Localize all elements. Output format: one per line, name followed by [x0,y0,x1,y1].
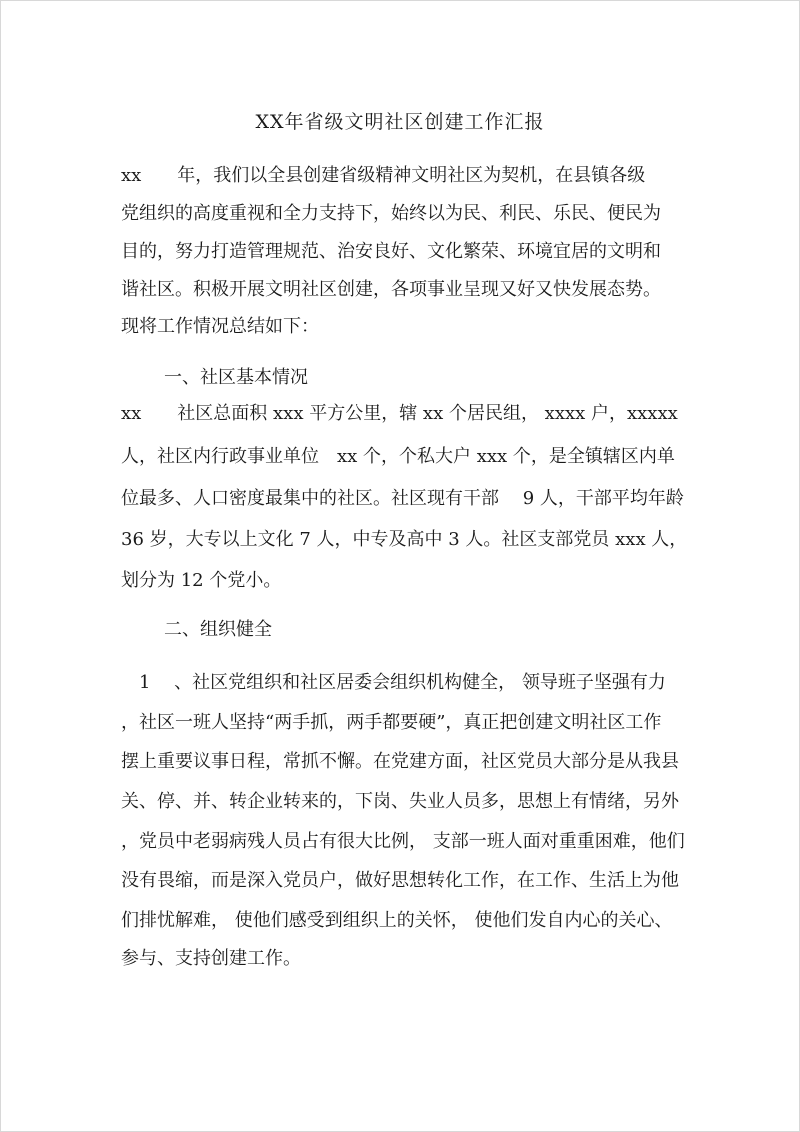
section2-line-5: ，党员中老弱病残人员占有很大比例， 支部一班人面对重重困难，他们 [121,831,685,852]
section2-heading: 二、组织健全 [164,619,272,640]
section2-line-1: 1 、社区党组织和社区居委会组织机构健全， 领导班子坚强有力 [121,672,666,693]
section1-line-1: xx 社区总面积 xxx 平方公里，辖 xx 个居民组， xxxx 户，xxxxx [121,403,678,424]
section2-line-6: 没有畏缩，而是深入党员户，做好思想转化工作，在工作、生活上为他 [121,870,679,891]
intro-line-5: 现将工作情况总结如下： [121,316,319,337]
section1-heading: 一、社区基本情况 [164,367,308,388]
section2-line-2: ，社区一班人坚持“两手抓，两手都要硬”，真正把创建文明社区工作 [121,712,662,733]
document-title: XX年省级文明社区创建工作汇报 [255,111,545,133]
section2-line-8: 参与、支持创建工作。 [121,948,301,969]
intro-line-2: 党组织的高度重视和全力支持下，始终以为民、利民、乐民、便民为 [121,203,661,224]
section2-line-3: 摆上重要议事日程，常抓不懈。在党建方面，社区党员大部分是从我县 [121,751,679,772]
section1-line-4: 36 岁，大专以上文化 7 人，中专及高中 3 人。社区支部党员 xxx 人， [121,529,688,550]
intro-line-4: 谐社区。积极开展文明社区创建，各项事业呈现又好又快发展态势。 [121,279,661,300]
section2-line-7: 们排忧解难， 使他们感受到组织上的关怀， 使他们发自内心的关心、 [121,910,673,931]
intro-line-3: 目的，努力打造管理规范、治安良好、文化繁荣、环境宜居的文明和 [121,241,661,262]
section2-line-4: 关、停、并、转企业转来的，下岗、失业人员多，思想上有情绪，另外 [121,791,679,812]
section1-line-5: 划分为 12 个党小。 [121,570,282,591]
section1-line-3: 位最多、人口密度最集中的社区。社区现有干部 9 人，干部平均年龄 [121,488,684,509]
intro-line-1: xx 年，我们以全县创建省级精神文明社区为契机，在县镇各级 [121,165,646,186]
section1-line-2: 人，社区内行政事业单位 xx 个，个私大户 xxx 个，是全镇辖区内单 [121,446,675,467]
